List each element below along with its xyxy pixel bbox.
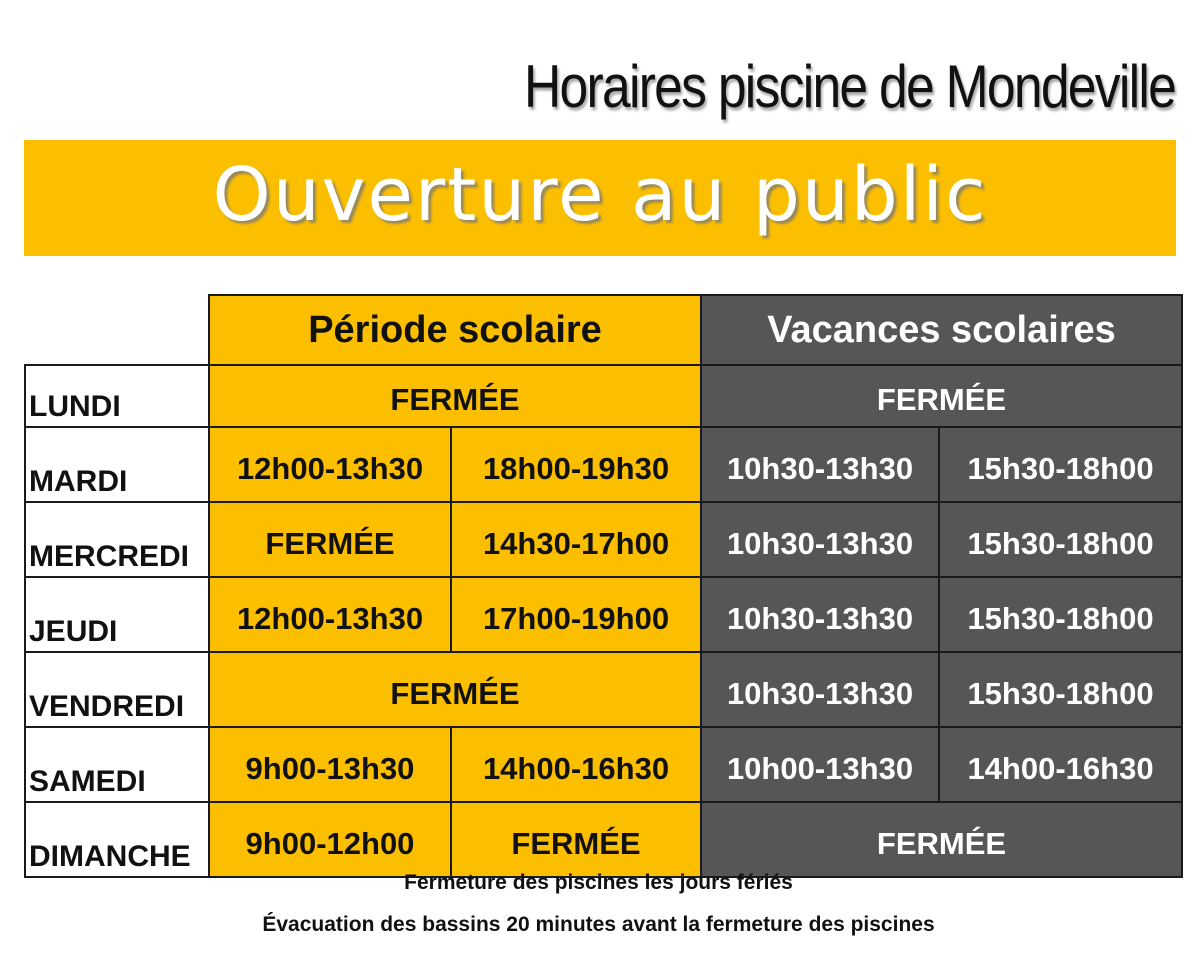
school-hours: 9h00-12h00 [209,802,451,877]
table-row [25,427,1182,502]
holiday-hours: 15h30-18h00 [939,502,1182,577]
holiday-hours: 10h00-13h30 [701,727,939,802]
day-label: SAMEDI [25,727,209,802]
page-title: Horaires piscine de Mondeville [523,53,1175,120]
holiday-hours: 14h00-16h30 [939,727,1182,802]
school-hours: 14h30-17h00 [451,502,701,577]
banner-text: Ouverture au public [212,152,988,238]
holiday-hours: FERMÉE [701,802,1182,877]
school-hours: FERMÉE [209,652,701,727]
table-row [25,365,1182,427]
school-hours: 12h00-13h30 [209,577,451,652]
table-row [25,577,1182,652]
day-label: JEUDI [25,577,209,652]
holiday-hours: 15h30-18h00 [939,427,1182,502]
holiday-hours: 10h30-13h30 [701,652,939,727]
holiday-hours: 10h30-13h30 [701,577,939,652]
holiday-hours: 10h30-13h30 [701,502,939,577]
day-label: LUNDI [25,365,209,427]
school-holidays-header: Vacances scolaires [701,295,1182,365]
school-hours: FERMÉE [451,802,701,877]
school-hours: FERMÉE [209,502,451,577]
day-label: MARDI [25,427,209,502]
holiday-hours: 15h30-18h00 [939,652,1182,727]
table-row [25,502,1182,577]
school-hours: FERMÉE [209,365,701,427]
holiday-closure-note: Fermeture des piscines les jours fériés [404,871,793,894]
school-hours: 9h00-13h30 [209,727,451,802]
table-row [25,802,1182,877]
school-hours: 12h00-13h30 [209,427,451,502]
schedule-table [24,294,1183,878]
table-corner [25,295,209,365]
day-label: MERCREDI [25,502,209,577]
opening-banner [24,140,1176,256]
school-period-header: Période scolaire [209,295,701,365]
holiday-hours: 10h30-13h30 [701,427,939,502]
table-row [25,652,1182,727]
table-header-row [25,295,1182,365]
day-label: VENDREDI [25,652,209,727]
table-row [25,727,1182,802]
evacuation-note: Évacuation des bassins 20 minutes avant la fermeture des piscines [262,913,935,936]
holiday-hours: FERMÉE [701,365,1182,427]
school-hours: 14h00-16h30 [451,727,701,802]
day-label: DIMANCHE [25,802,209,877]
school-hours: 18h00-19h30 [451,427,701,502]
school-hours: 17h00-19h00 [451,577,701,652]
holiday-hours: 15h30-18h00 [939,577,1182,652]
